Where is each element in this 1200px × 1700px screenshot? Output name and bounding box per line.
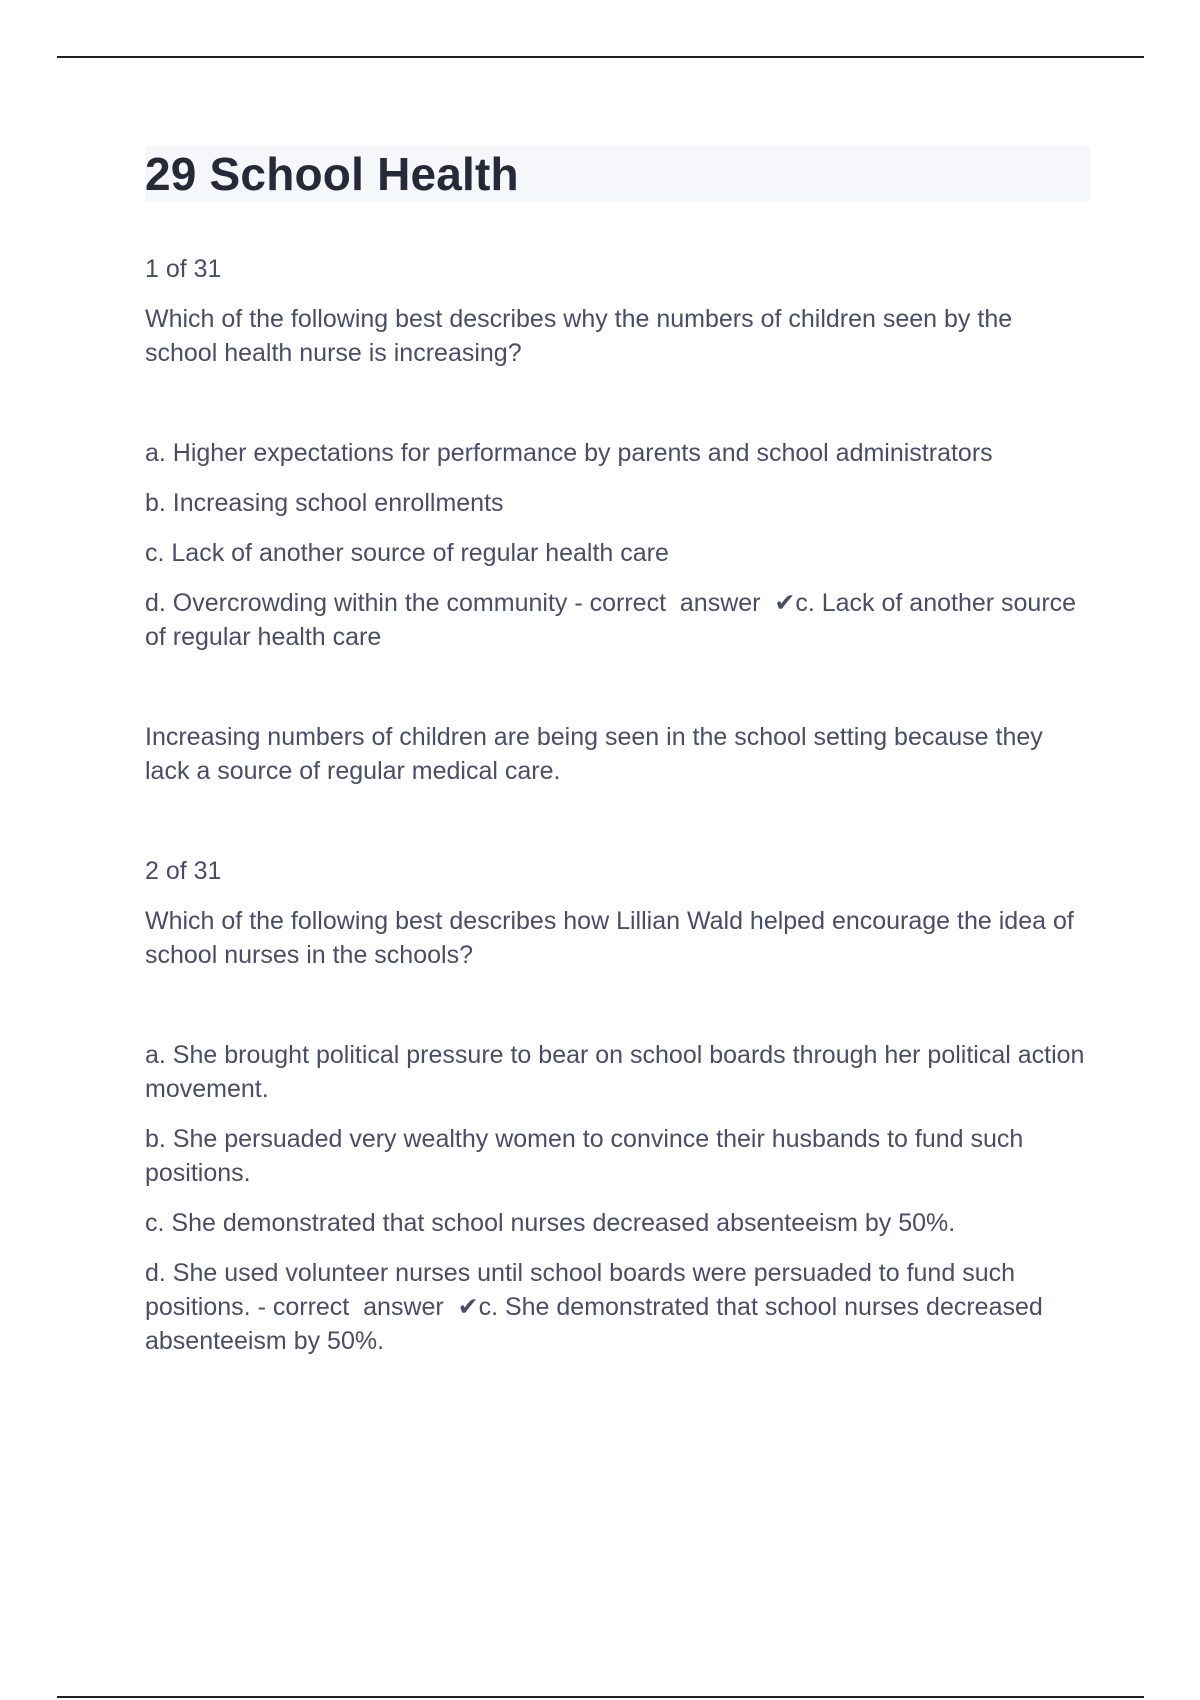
option-c: c. She demonstrated that school nurses decreased absenteeism by 50%.	[145, 1209, 956, 1237]
option-d-with-answer	[145, 586, 1090, 654]
question-2	[145, 854, 1090, 1358]
bottom-rule	[57, 1696, 1144, 1698]
correct-answer-label: - correct answer ✔	[567, 589, 796, 617]
question-text: Which of the following best describes how Lillian Wald helped encourage the idea of school nurses in the schools?	[145, 907, 1074, 969]
correct-answer-label: - correct answer ✔	[250, 1293, 479, 1321]
option-d: d. Overcrowding within the community	[145, 589, 568, 617]
option-d: d. She used volunteer nurses until school boards were persuaded to fund such positions.	[145, 1259, 1015, 1321]
option-b: b. She persuaded very wealthy women to convince their husbands to fund such positions.	[145, 1125, 1024, 1187]
option-a: a. She brought political pressure to bear on school boards through her political action movement.	[145, 1041, 1085, 1103]
option-d-with-answer	[145, 1256, 1090, 1358]
page-title: 29 School Health	[145, 148, 519, 200]
top-rule	[57, 56, 1144, 58]
page-content	[145, 146, 1090, 1398]
correct-answer: c. Lack of another source of regular health care	[145, 589, 1077, 651]
question-text: Which of the following best describes why the numbers of children seen by the school health nurse is increasing?	[145, 305, 1013, 367]
question-1	[145, 252, 1090, 788]
title-band	[145, 146, 1090, 202]
explanation: Increasing numbers of children are being seen in the school setting because they lack a source of regular medical care.	[145, 723, 1043, 785]
question-counter: 1 of 31	[145, 255, 222, 283]
correct-answer: c. She demonstrated that school nurses decreased absenteeism by 50%.	[145, 1293, 1043, 1355]
option-c: c. Lack of another source of regular health care	[145, 539, 669, 567]
option-b: b. Increasing school enrollments	[145, 489, 504, 517]
question-counter: 2 of 31	[145, 857, 222, 885]
option-a: a. Higher expectations for performance by parents and school administrators	[145, 439, 993, 467]
